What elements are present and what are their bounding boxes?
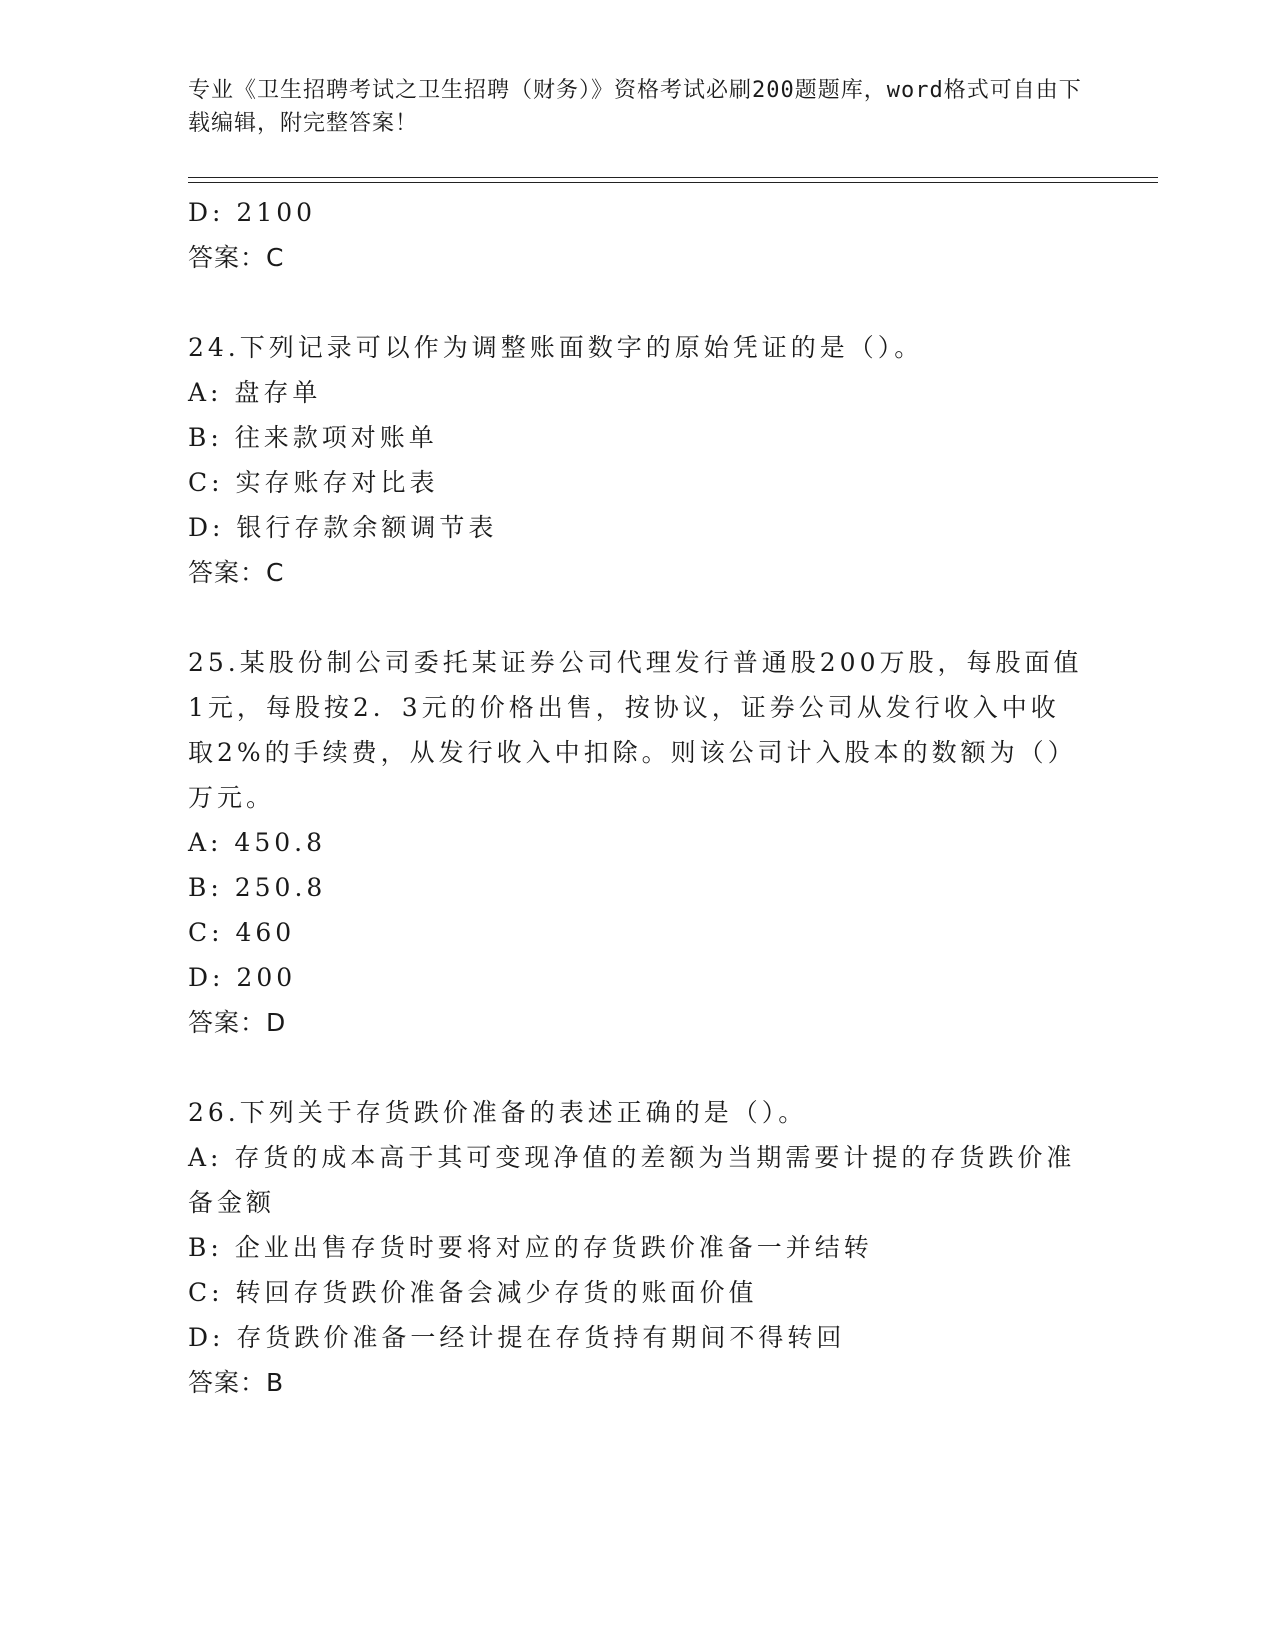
option-a: A: 盘存单: [188, 378, 322, 407]
option-d: D: 200: [188, 963, 297, 992]
header-title: 专业《卫生招聘考试之卫生招聘（财务）》资格考试必刷200题题库，word格式可自由下载编辑，附完整答案！: [188, 78, 1082, 136]
answer-line: 答案：D: [188, 1008, 287, 1037]
spacer: [188, 281, 1088, 325]
option-a: A: 存货的成本高于其可变现净值的差额为当期需要计提的存货跌价准备金额: [188, 1143, 1076, 1217]
question-24: [188, 325, 1088, 596]
question-26: [188, 1090, 1088, 1406]
answer-line: 答案：C: [188, 243, 285, 272]
document-header: [188, 74, 1088, 140]
option-c: C: 转回存货跌价准备会减少存货的账面价值: [188, 1278, 758, 1307]
question-stem: 26.下列关于存货跌价准备的表述正确的是（）。: [188, 1098, 808, 1127]
option-b: B: 往来款项对账单: [188, 423, 438, 452]
question-list: [188, 190, 1088, 1406]
option-a: A: 450.8: [188, 828, 326, 857]
option-b: B: 企业出售存货时要将对应的存货跌价准备一并结转: [188, 1233, 873, 1262]
option-d: D: 存货跌价准备一经计提在存货持有期间不得转回: [188, 1323, 846, 1352]
question-stem: 24.下列记录可以作为调整账面数字的原始凭证的是（）。: [188, 333, 924, 362]
option-d: D: 2100: [188, 198, 317, 227]
answer-line: 答案：C: [188, 558, 285, 587]
spacer: [188, 1046, 1088, 1090]
question-25: [188, 640, 1088, 1046]
question-23-tail: [188, 190, 1088, 281]
answer-line: 答案：B: [188, 1368, 285, 1397]
question-stem: 25.某股份制公司委托某证券公司代理发行普通股200万股，每股面值1元，每股按2．3元的价格出售，按协议，证券公司从发行收入中收取2%的手续费，从发行收入中扣除。则该公司计入股本的数额为（）万元。: [188, 648, 1083, 812]
header-rule-bottom: [188, 182, 1158, 183]
option-c: C: 实存账存对比表: [188, 468, 439, 497]
spacer: [188, 596, 1088, 640]
option-c: C: 460: [188, 918, 296, 947]
option-b: B: 250.8: [188, 873, 327, 902]
header-rule-top: [188, 177, 1158, 178]
option-d: D: 银行存款余额调节表: [188, 513, 498, 542]
